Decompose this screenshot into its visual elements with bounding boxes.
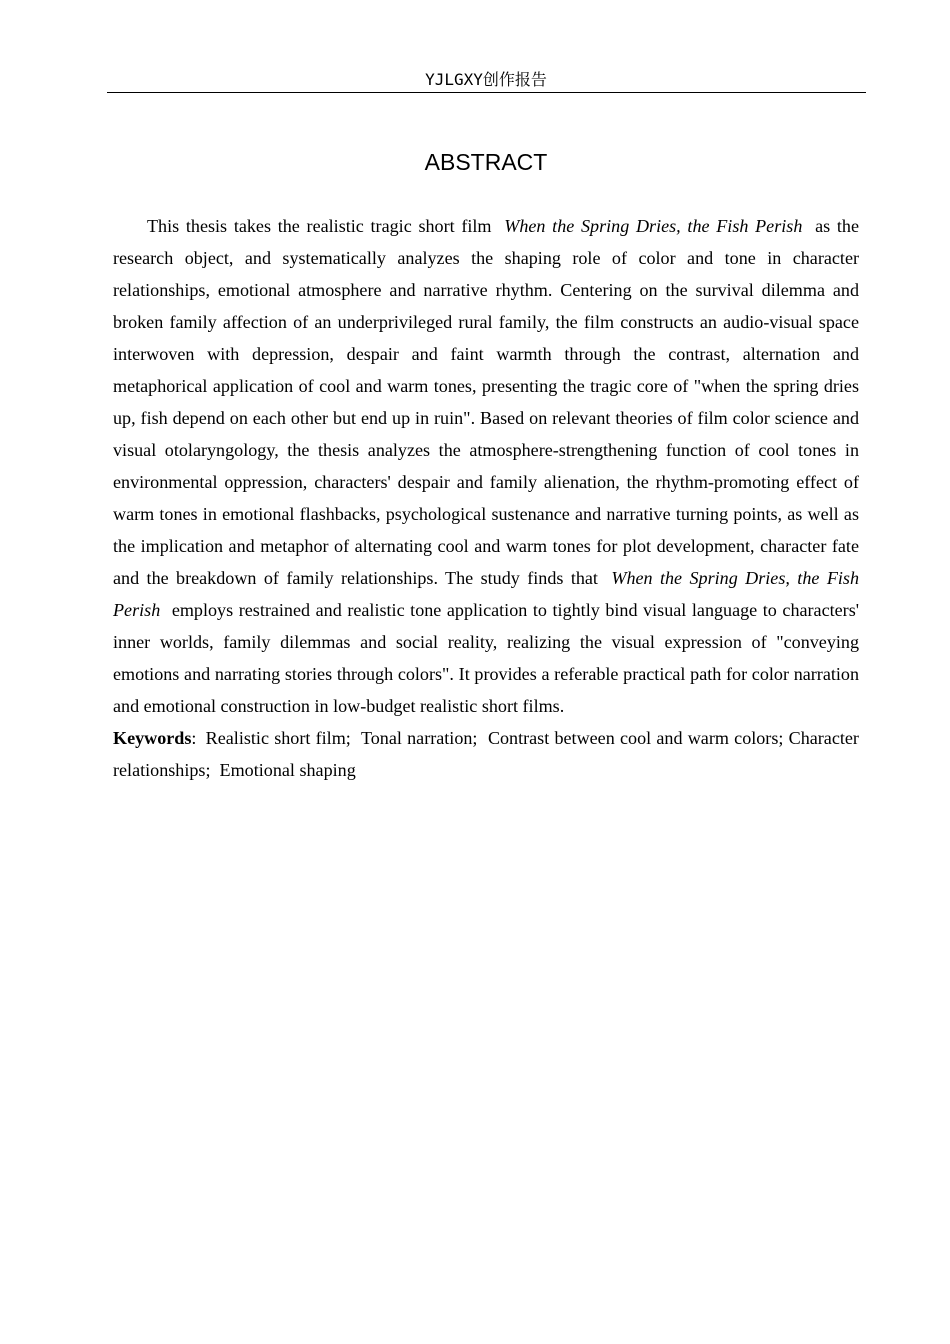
keyword-item: Contrast between cool and warm colors;: [487, 728, 784, 748]
page-header: YJLGXY创作报告: [425, 70, 547, 89]
film-title-1: When the Spring Dries, the Fish Perish: [504, 216, 803, 236]
keyword-item: Tonal narration;: [360, 728, 478, 748]
keyword-item: Character relationships;: [113, 728, 859, 780]
keyword-item: Realistic short film;: [205, 728, 351, 748]
keywords-label: Keywords: [113, 728, 192, 748]
keyword-item: Emotional shaping: [219, 760, 356, 780]
abstract-text-1: This thesis takes the realistic tragic short film: [147, 216, 492, 236]
abstract-heading: ABSTRACT: [424, 149, 548, 175]
keywords-colon: :: [191, 728, 197, 748]
header-rule: [107, 92, 866, 93]
film-title-2: When the Spring Dries, the Fish Perish: [113, 568, 859, 620]
keywords-paragraph: [113, 722, 859, 786]
abstract-text-3: employs restrained and realistic tone application to tightly bind visual language to characters' inner worlds, family dilemmas and social reality, realizing the visual expression of "conveying emotions and narrating stories through colors". It provides a referable practical path for color narration and emotional construction in low-budget realistic short films.: [113, 600, 859, 716]
abstract-text-2: as the research object, and systematically analyzes the shaping role of color and tone in character relationships, emotional atmosphere and narrative rhythm. Centering on the survival dilemma and broken family affection of an underprivileged rural family, the film constructs an audio-visual space interwoven with depression, despair and faint warmth through the contrast, alternation and metaphorical application of cool and warm tones, presenting the tragic core of "when the spring dries up, fish depend on each other but end up in ruin". Based on relevant theories of film color science and visual otolaryngology, the thesis analyzes the atmosphere-strengthening function of cool tones in environmental oppression, characters' despair and family alienation, the rhythm-promoting effect of warm tones in emotional flashbacks, psychological sustenance and narrative turning points, as well as the implication and metaphor of alternating cool and warm tones for plot development, character fate and the breakdown of family relationships. The study finds that: [113, 216, 860, 588]
abstract-body: [113, 210, 859, 786]
abstract-paragraph: [113, 210, 859, 722]
